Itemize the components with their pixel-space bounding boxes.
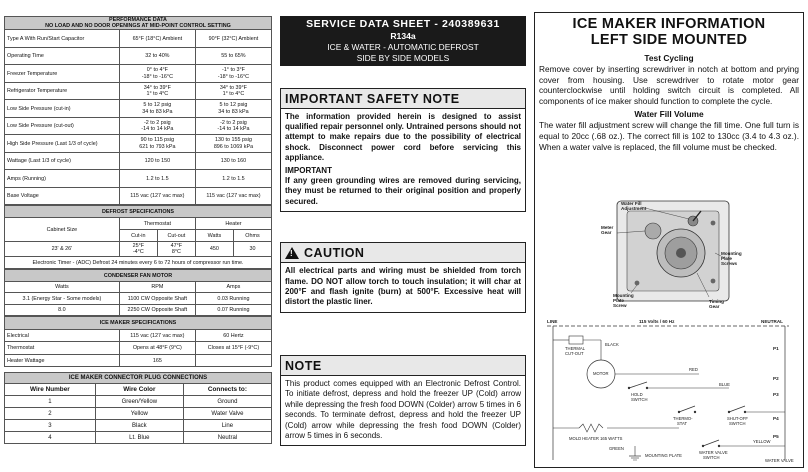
green-wire-label: GREEN xyxy=(609,446,624,451)
heater-symbol xyxy=(579,424,603,432)
connector-cell: 4 xyxy=(5,432,96,444)
fan-header: RPM xyxy=(119,281,195,293)
performance-value-line: 120 to 150 xyxy=(144,158,171,165)
connector-cell: 1 xyxy=(5,396,96,408)
label-screw: Screw xyxy=(613,303,627,308)
table-row xyxy=(5,420,272,432)
table-row xyxy=(5,100,272,118)
performance-value-line: 90°F (32°C) Ambient xyxy=(208,35,259,42)
label-water-fill: Water Fill xyxy=(621,201,642,206)
ice-spec-cell xyxy=(195,354,271,367)
performance-value-line: 55 to 65% xyxy=(221,53,246,60)
performance-value xyxy=(119,152,195,170)
performance-value-metric: 621 to 793 kPa xyxy=(139,143,176,150)
connector-cell: Neutral xyxy=(183,432,271,444)
yellow-wire-label: YELLOW xyxy=(753,439,771,444)
performance-label: Amps (Running) xyxy=(5,170,120,188)
note-box xyxy=(280,355,526,446)
connector-cell: Water Valve xyxy=(183,408,271,420)
performance-value xyxy=(119,135,195,153)
wiring-volts-label: 115 Volts / 60 Hz xyxy=(639,319,675,324)
performance-value-metric: -14 to 14 kPa xyxy=(217,126,250,133)
table-row xyxy=(5,135,272,153)
performance-value-line: 34° to 39°F xyxy=(219,84,247,91)
label-adjustment: Adjustment xyxy=(621,206,647,211)
stat-label: STAT xyxy=(677,421,688,426)
ice-spec-cell: Electrical xyxy=(5,329,120,342)
cabinet-size-label: Cabinet Size xyxy=(5,218,120,242)
connector-cell: Green/Yellow xyxy=(95,396,183,408)
table-row xyxy=(5,82,272,100)
cutin-value: 25°F -4°C xyxy=(119,242,157,257)
performance-label: Refrigerator Temperature xyxy=(5,82,120,100)
shutoff-label: SHUT-OFF xyxy=(727,416,748,421)
watts-value: 450 xyxy=(195,242,233,257)
caution-box xyxy=(280,242,526,313)
condenser-fan-table xyxy=(4,269,272,316)
ice-spec-cell: Opens at 48°F (9°C) xyxy=(119,342,195,355)
label-screws: Screws xyxy=(721,261,738,266)
caution-title: CAUTION xyxy=(304,246,365,261)
table-header-row xyxy=(5,384,272,396)
performance-value-metric: -14 to 14 kPa xyxy=(141,126,174,133)
performance-label: Type A With Run/Start Capacitor xyxy=(5,30,120,48)
ice-maker-spec-table xyxy=(4,316,272,367)
connector-header: Wire Number xyxy=(5,384,96,396)
label-plate-1: Plate xyxy=(721,256,732,261)
performance-value xyxy=(119,82,195,100)
wiring-neutral-label: NEUTRAL xyxy=(761,319,783,324)
performance-value-line: 1.2 to 1.5 xyxy=(146,175,169,182)
table-row xyxy=(5,293,272,305)
performance-value-line: 0° to 4°F xyxy=(146,67,168,74)
performance-value-line: 65°F (18°C) Ambient xyxy=(132,35,183,42)
table-row xyxy=(5,187,272,205)
thermostat-label: THERMO- xyxy=(673,416,693,421)
performance-label: Freezer Temperature xyxy=(5,65,120,83)
ice-info-title: ICE MAKER INFORMATION LEFT SIDE MOUNTED xyxy=(572,16,766,48)
p1-label: P1 xyxy=(773,346,779,351)
ice-maker-info-panel xyxy=(534,12,804,468)
ice-spec-cell: 60 Hertz xyxy=(195,329,271,342)
performance-value xyxy=(195,170,271,188)
performance-value-line: 115 vac (127 vac max) xyxy=(130,193,185,200)
water-fill-title: Water Fill Volume xyxy=(634,109,704,120)
black-wire-label: BLACK xyxy=(605,342,619,347)
performance-value-metric: 896 to 1069 kPa xyxy=(213,143,254,150)
note-text: This product comes equipped with an Electronic Defrost Control. To initiate defrost, depress and hold the freezer UP (Cold) arrow while depressing the fresh food DOWN (Colder) arrow 5 times in 6 seconds. To terminate defrost, depress and hold the freezer UP (Cold) arrow while depressing the fresh food DOWN (Colder) arrow 5 times in 6 seconds. xyxy=(285,378,521,440)
performance-value xyxy=(119,65,195,83)
performance-value xyxy=(195,187,271,205)
important-label: IMPORTANT xyxy=(285,165,332,175)
performance-value xyxy=(195,152,271,170)
cabinet-size-value: 23' & 26' xyxy=(5,242,120,257)
caution-text: All electrical parts and wiring must be shielded from torch flame. DO NOT allow torch to touch insulation; it will char at 200°F and flash ignite (burn) at 500°F. Excessive heat will distort the plastic liner. xyxy=(285,266,521,307)
table-row xyxy=(5,152,272,170)
label-timing: Timing xyxy=(709,299,724,304)
wiring-schematic xyxy=(539,316,801,466)
performance-value-line: 32 to 40% xyxy=(145,53,170,60)
performance-label: Low Side Pressure (cut-out) xyxy=(5,117,120,135)
ice-spec-cell: Heater Wattage xyxy=(5,354,120,367)
watts-header: Watts xyxy=(195,230,233,242)
cutout-label: CUT-OUT xyxy=(565,351,584,356)
performance-label: Low Side Pressure (cut-in) xyxy=(5,100,120,118)
table-row xyxy=(5,432,272,444)
safety-para-1: The information provided herein is designed to assist qualified repair personnel only. Untrained persons should not attempt to make repairs due to the possibility of electrical shock. Disconnect power cord before servicing this appliance. xyxy=(285,111,521,163)
water-valve-switch-symbol xyxy=(703,440,719,446)
model-line-1: ICE & WATER - AUTOMATIC DEFROST xyxy=(327,42,479,52)
performance-value xyxy=(119,47,195,65)
table-row xyxy=(5,354,272,367)
heater-header: Heater xyxy=(195,218,271,230)
p5-label: P5 xyxy=(773,434,779,439)
defrost-timer-note: Electronic Timer - (ADC) Defrost 24 minutes every 6 to 72 hours of compressor run time. xyxy=(5,257,272,269)
performance-value-line: -2 to 2 psig xyxy=(220,119,247,126)
ice-maker-diagram xyxy=(597,193,747,318)
performance-value xyxy=(195,117,271,135)
performance-value-line: 5 to 12 psig xyxy=(219,102,248,109)
warning-icon: ! xyxy=(285,247,299,259)
performance-value-line: 34° to 39°F xyxy=(143,84,171,91)
connector-cell: Lt. Blue xyxy=(95,432,183,444)
left-spec-column xyxy=(4,16,272,444)
fan-title: CONDENSER FAN MOTOR xyxy=(5,270,272,282)
table-row xyxy=(5,408,272,420)
thermal-label: THERMAL xyxy=(565,346,586,351)
safety-note-box xyxy=(280,88,526,213)
thermostat-symbol xyxy=(679,406,695,412)
p3-label: P3 xyxy=(773,392,779,397)
mounting-plate-label: MOUNTING PLATE xyxy=(645,453,682,458)
performance-value-metric: -18° to -16°C xyxy=(217,73,250,80)
table-row xyxy=(5,170,272,188)
wiring-line-label: LINE xyxy=(547,319,558,324)
water-valve-bottom-label: WATER VALVE xyxy=(765,458,794,463)
performance-value-line: -2 to 2 psig xyxy=(144,119,171,126)
fan-header: Watts xyxy=(5,281,120,293)
connector-cell: Black xyxy=(95,420,183,432)
fan-cell: 1100 CW Opposite Shaft xyxy=(119,293,195,305)
ice-spec-cell: 165 xyxy=(119,354,195,367)
table-row xyxy=(5,329,272,342)
connector-cell: 3 xyxy=(5,420,96,432)
performance-value xyxy=(195,135,271,153)
performance-value xyxy=(119,170,195,188)
connector-title: ICE MAKER CONNECTOR PLUG CONNECTIONS xyxy=(5,373,272,384)
table-row xyxy=(5,30,272,48)
ice-spec-cell: 115 vac (127 vac max) xyxy=(119,329,195,342)
performance-value-metric: 34 to 83 kPa xyxy=(218,108,249,115)
note-title: NOTE xyxy=(281,356,525,376)
middle-column xyxy=(280,16,526,446)
label-mounting-1: Mounting xyxy=(721,251,742,256)
performance-value xyxy=(119,117,195,135)
refrigerant: R134a xyxy=(390,31,416,41)
performance-title: PERFORMANCE DATA NO LOAD AND NO DOOR OPENINGS AT MID-POINT CONTROL SETTING xyxy=(5,17,272,30)
motor-label: MOTOR xyxy=(593,371,609,376)
cutin-header: Cut-in xyxy=(119,230,157,242)
model-line-2: SIDE BY SIDE MODELS xyxy=(356,52,450,63)
fan-cell: 8.0 xyxy=(5,304,120,316)
meter-gear-icon xyxy=(645,223,661,239)
water-fill-text: The water fill adjustment screw will change the fill time. One full turn is equal to 20cc (.68 oz.). The correct fill is 102 to 130cc (3.4 to 4.3 oz.). When a water valve is replaced, the fill volume must be checked. xyxy=(539,120,799,152)
test-cycling-text: Remove cover by inserting screwdriver in notch at bottom and prying cover from housing. Use screwdriver to rotate motor gear counterclockwise until holding switch circuit is completed. All components of ice maker should function to complete the cycle. xyxy=(539,64,799,106)
performance-value xyxy=(119,187,195,205)
hold-label: HOLD xyxy=(631,392,643,397)
label-meter: Meter xyxy=(601,225,614,230)
connector-header: Connects to: xyxy=(183,384,271,396)
label-plate-2: Plate xyxy=(613,298,624,303)
thermal-cutout-symbol xyxy=(569,336,583,344)
performance-label: Wattage (Last 1/3 of cycle) xyxy=(5,152,120,170)
fan-cell: 0.03 Running xyxy=(195,293,271,305)
ice-spec-title: ICE MAKER SPECIFICATIONS xyxy=(5,317,272,330)
performance-value xyxy=(195,30,271,48)
performance-label: Base Voltage xyxy=(5,187,120,205)
fan-cell: 2250 CW Opposite Shaft xyxy=(119,304,195,316)
performance-value-line: 90 to 115 psig xyxy=(140,137,175,144)
fan-header: Amps xyxy=(195,281,271,293)
blue-wire-label: BLUE xyxy=(719,382,730,387)
performance-value xyxy=(195,47,271,65)
label-mounting-2: Mounting xyxy=(613,293,634,298)
performance-value-metric: -18° to -16°C xyxy=(141,73,173,80)
performance-label: High Side Pressure (Last 1/3 of cycle) xyxy=(5,135,120,153)
performance-value-line: 115 vac (127 vac max) xyxy=(206,193,261,200)
defrost-spec-table xyxy=(4,205,272,269)
ohms-value: 30 xyxy=(233,242,271,257)
safety-para-2: If any green grounding wires are removed during servicing, they must be returned to their original position and properly secured. xyxy=(285,176,521,206)
safety-note-title: IMPORTANT SAFETY NOTE xyxy=(281,89,525,109)
table-header-row xyxy=(5,281,272,293)
shutoff-switch-label: SWITCH xyxy=(729,421,746,426)
performance-value-metric: 1° to 4°C xyxy=(222,91,245,98)
cutout-value: 47°F 8°C xyxy=(157,242,195,257)
label-timing-gear: Gear xyxy=(709,304,720,309)
mold-heater-label: MOLD HEATER 165 WATTS xyxy=(569,436,623,441)
connector-cell: Ground xyxy=(183,396,271,408)
table-row xyxy=(5,396,272,408)
test-cycling-title: Test Cycling xyxy=(644,53,694,63)
table-row xyxy=(5,304,272,316)
cutout-header: Cut-out xyxy=(157,230,195,242)
performance-value xyxy=(119,30,195,48)
performance-data-table xyxy=(4,16,272,205)
hold-switch-label: SWITCH xyxy=(631,397,648,402)
table-row xyxy=(5,342,272,355)
performance-value-line: 5 to 12 psig xyxy=(143,102,172,109)
ohms-header: Ohms xyxy=(233,230,271,242)
performance-value xyxy=(195,65,271,83)
connector-cell: 2 xyxy=(5,408,96,420)
performance-value-line: 130 to 155 psig xyxy=(215,137,252,144)
performance-value-line: 130 to 160 xyxy=(220,158,247,165)
performance-value xyxy=(119,100,195,118)
connector-header: Wire Color xyxy=(95,384,183,396)
defrost-title: DEFROST SPECIFICATIONS xyxy=(5,206,272,218)
performance-value-line: -1° to 3°F xyxy=(222,67,245,74)
water-valve-switch-label: SWITCH xyxy=(703,455,720,460)
performance-value xyxy=(195,82,271,100)
fan-cell: 3.1 (Energy Star - Some models) xyxy=(5,293,120,305)
ice-spec-cell: Thermostat xyxy=(5,342,120,355)
table-row xyxy=(5,117,272,135)
connector-cell: Yellow xyxy=(95,408,183,420)
hold-switch-symbol xyxy=(629,382,647,388)
performance-value-line: 1.2 to 1.5 xyxy=(222,175,245,182)
performance-label: Operating Time xyxy=(5,47,120,65)
p2-label: P2 xyxy=(773,376,779,381)
performance-value-metric: 1° to 4°C xyxy=(146,91,169,98)
water-valve-label: WATER VALVE xyxy=(699,450,728,455)
thermostat-header: Thermostat xyxy=(119,218,195,230)
red-wire-label: RED xyxy=(689,367,698,372)
ice-spec-cell: Closes at 15°F (-9°C) xyxy=(195,342,271,355)
label-gear: Gear xyxy=(601,230,612,235)
performance-value-metric: 34 to 83 kPa xyxy=(142,108,173,115)
table-row xyxy=(5,65,272,83)
service-title: SERVICE DATA SHEET - 240389631 xyxy=(306,18,500,30)
shutoff-switch-symbol xyxy=(729,406,745,412)
p4-label: P4 xyxy=(773,416,779,421)
connector-plug-table xyxy=(4,372,272,444)
connector-cell: Line xyxy=(183,420,271,432)
performance-value xyxy=(195,100,271,118)
service-data-header xyxy=(280,16,526,66)
fan-cell: 0.07 Running xyxy=(195,304,271,316)
table-row xyxy=(5,47,272,65)
